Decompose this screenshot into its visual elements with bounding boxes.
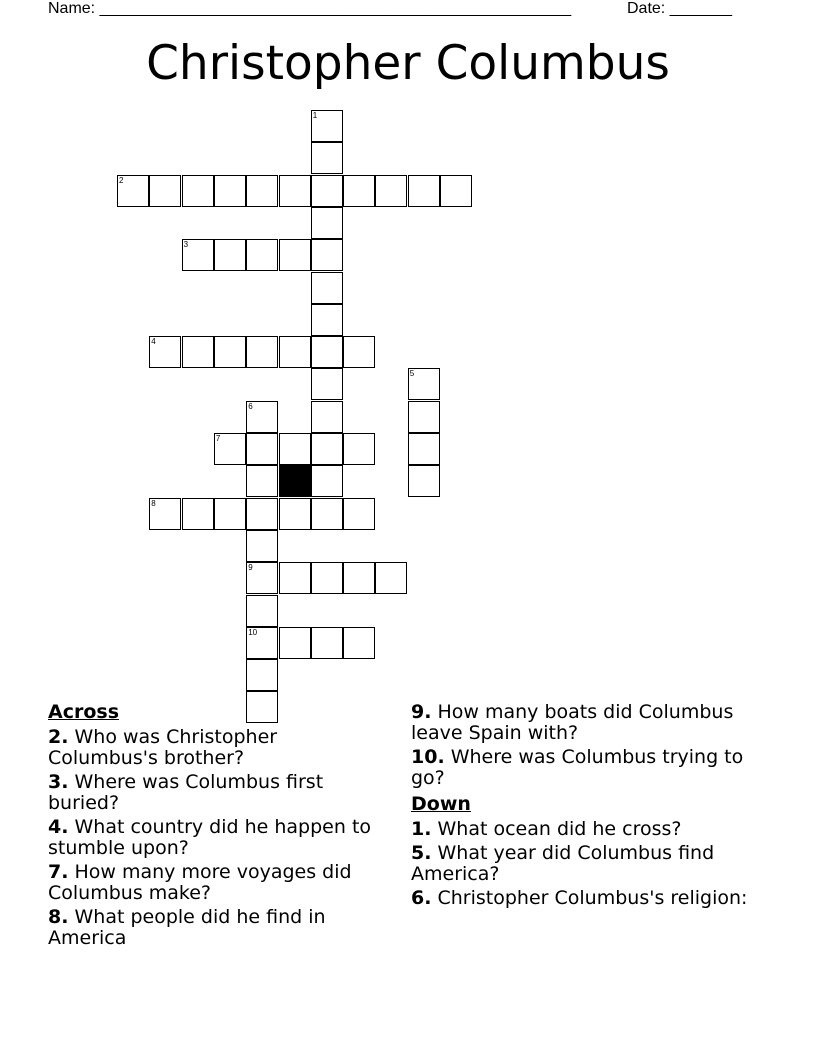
grid-cell[interactable] — [182, 239, 214, 271]
grid-cell[interactable] — [182, 175, 214, 207]
grid-cell[interactable] — [279, 498, 311, 530]
grid-cell[interactable] — [279, 627, 311, 659]
clue-number: 4. — [48, 816, 69, 838]
clue-text: What ocean did he cross? — [437, 818, 682, 840]
clue-text: Christopher Columbus's religion: — [437, 887, 748, 909]
grid-cell[interactable] — [182, 498, 214, 530]
across-heading: Across — [48, 701, 120, 723]
grid-cell[interactable] — [343, 562, 375, 594]
clue-text: Where was Columbus first buried? — [48, 771, 324, 814]
clue-number: 8. — [48, 906, 69, 928]
cell-number: 2 — [119, 175, 124, 185]
grid-cell[interactable] — [246, 562, 278, 594]
clue-number: 3. — [48, 771, 69, 793]
cell-number: 10 — [248, 627, 258, 637]
clue-text: What country did he happen to stumble upon? — [48, 816, 372, 859]
grid-cell[interactable] — [408, 465, 440, 497]
clue-down-6 — [411, 888, 771, 909]
grid-cell[interactable] — [311, 498, 343, 530]
grid-cell[interactable] — [311, 207, 343, 239]
grid-cell[interactable] — [279, 336, 311, 368]
grid-cell[interactable] — [214, 336, 246, 368]
clue-text: How many more voyages did Columbus make? — [48, 861, 352, 904]
clue-number: 10. — [411, 746, 445, 768]
grid-cell[interactable] — [214, 498, 246, 530]
grid-cell[interactable] — [246, 465, 278, 497]
clue-down-1 — [411, 819, 771, 840]
grid-cell[interactable] — [117, 175, 149, 207]
grid-cell[interactable] — [311, 433, 343, 465]
grid-cell[interactable] — [311, 175, 343, 207]
grid-cell[interactable] — [311, 336, 343, 368]
cell-number: 3 — [183, 240, 189, 250]
clue-text: Where was Columbus trying to go? — [411, 746, 744, 789]
grid-cell[interactable] — [246, 530, 278, 562]
grid-cell[interactable] — [311, 465, 343, 497]
clue-number: 9. — [411, 701, 432, 723]
grid-cell[interactable] — [246, 175, 278, 207]
clue-across-10 — [411, 747, 771, 789]
grid-cell[interactable] — [214, 239, 246, 271]
grid-cell[interactable] — [246, 659, 278, 691]
grid-cell[interactable] — [246, 627, 278, 659]
grid-cell[interactable] — [311, 401, 343, 433]
grid-cell[interactable] — [375, 562, 407, 594]
grid-cell[interactable] — [440, 175, 472, 207]
grid-cell[interactable] — [246, 433, 278, 465]
cell-number: 5 — [409, 369, 415, 379]
grid-cell[interactable] — [311, 627, 343, 659]
black-square — [279, 465, 311, 497]
clue-number: 2. — [48, 726, 69, 748]
grid-cell[interactable] — [149, 175, 181, 207]
clue-number: 5. — [411, 842, 432, 864]
cell-number: 8 — [151, 498, 156, 508]
grid-cell[interactable] — [214, 433, 246, 465]
date-field[interactable]: Date: _______ — [627, 0, 732, 17]
grid-cell[interactable] — [279, 175, 311, 207]
grid-cell[interactable] — [246, 401, 278, 433]
clue-number: 1. — [411, 818, 432, 840]
grid-cell[interactable] — [343, 433, 375, 465]
grid-cell[interactable] — [343, 175, 375, 207]
grid-cell[interactable] — [246, 239, 278, 271]
grid-cell[interactable] — [408, 401, 440, 433]
clue-across-4 — [48, 817, 378, 859]
page-title: Christopher Columbus — [146, 36, 670, 91]
grid-cell[interactable] — [182, 336, 214, 368]
grid-cell[interactable] — [408, 175, 440, 207]
grid-cell[interactable] — [149, 336, 181, 368]
grid-cell[interactable] — [246, 498, 278, 530]
cell-number: 4 — [151, 337, 156, 347]
grid-cell[interactable] — [311, 304, 343, 336]
clue-text: What year did Columbus find America? — [411, 842, 715, 885]
grid-cell[interactable] — [311, 239, 343, 271]
clue-across-9 — [411, 702, 771, 744]
clue-across-3 — [48, 772, 378, 814]
grid-cell[interactable] — [375, 175, 407, 207]
cell-number: 6 — [248, 401, 253, 411]
cell-number: 7 — [215, 434, 221, 443]
clues-right-column — [411, 702, 771, 912]
cell-number: 1 — [312, 111, 318, 120]
clue-text: Who was Christopher Columbus's brother? — [48, 726, 278, 769]
grid-cell[interactable] — [343, 498, 375, 530]
name-field[interactable]: Name: _____________________________________________________ — [48, 0, 572, 17]
clue-across-7 — [48, 862, 378, 904]
grid-cell[interactable] — [246, 595, 278, 627]
grid-cell[interactable] — [149, 498, 181, 530]
grid-cell[interactable] — [408, 368, 440, 400]
clue-text: What people did he find in America — [48, 906, 326, 949]
grid-cell[interactable] — [279, 562, 311, 594]
grid-cell[interactable] — [343, 627, 375, 659]
grid-cell[interactable] — [214, 175, 246, 207]
grid-cell[interactable] — [311, 142, 343, 174]
clue-down-5 — [411, 843, 771, 885]
grid-cell[interactable] — [408, 433, 440, 465]
grid-cell[interactable] — [311, 368, 343, 400]
grid-cell[interactable] — [343, 336, 375, 368]
cell-number: 9 — [248, 563, 253, 573]
grid-cell[interactable] — [246, 336, 278, 368]
grid-cell[interactable] — [279, 239, 311, 271]
grid-cell[interactable] — [311, 562, 343, 594]
clue-across-8 — [48, 907, 378, 949]
grid-cell[interactable] — [311, 110, 343, 142]
grid-cell[interactable] — [311, 272, 343, 304]
clue-number: 6. — [411, 887, 432, 909]
clues-left-column — [48, 702, 378, 952]
clue-across-2 — [48, 727, 378, 769]
down-heading: Down — [411, 793, 471, 815]
clue-number: 7. — [48, 861, 69, 883]
clue-text: How many boats did Columbus leave Spain with? — [411, 701, 734, 744]
grid-cell[interactable] — [279, 433, 311, 465]
